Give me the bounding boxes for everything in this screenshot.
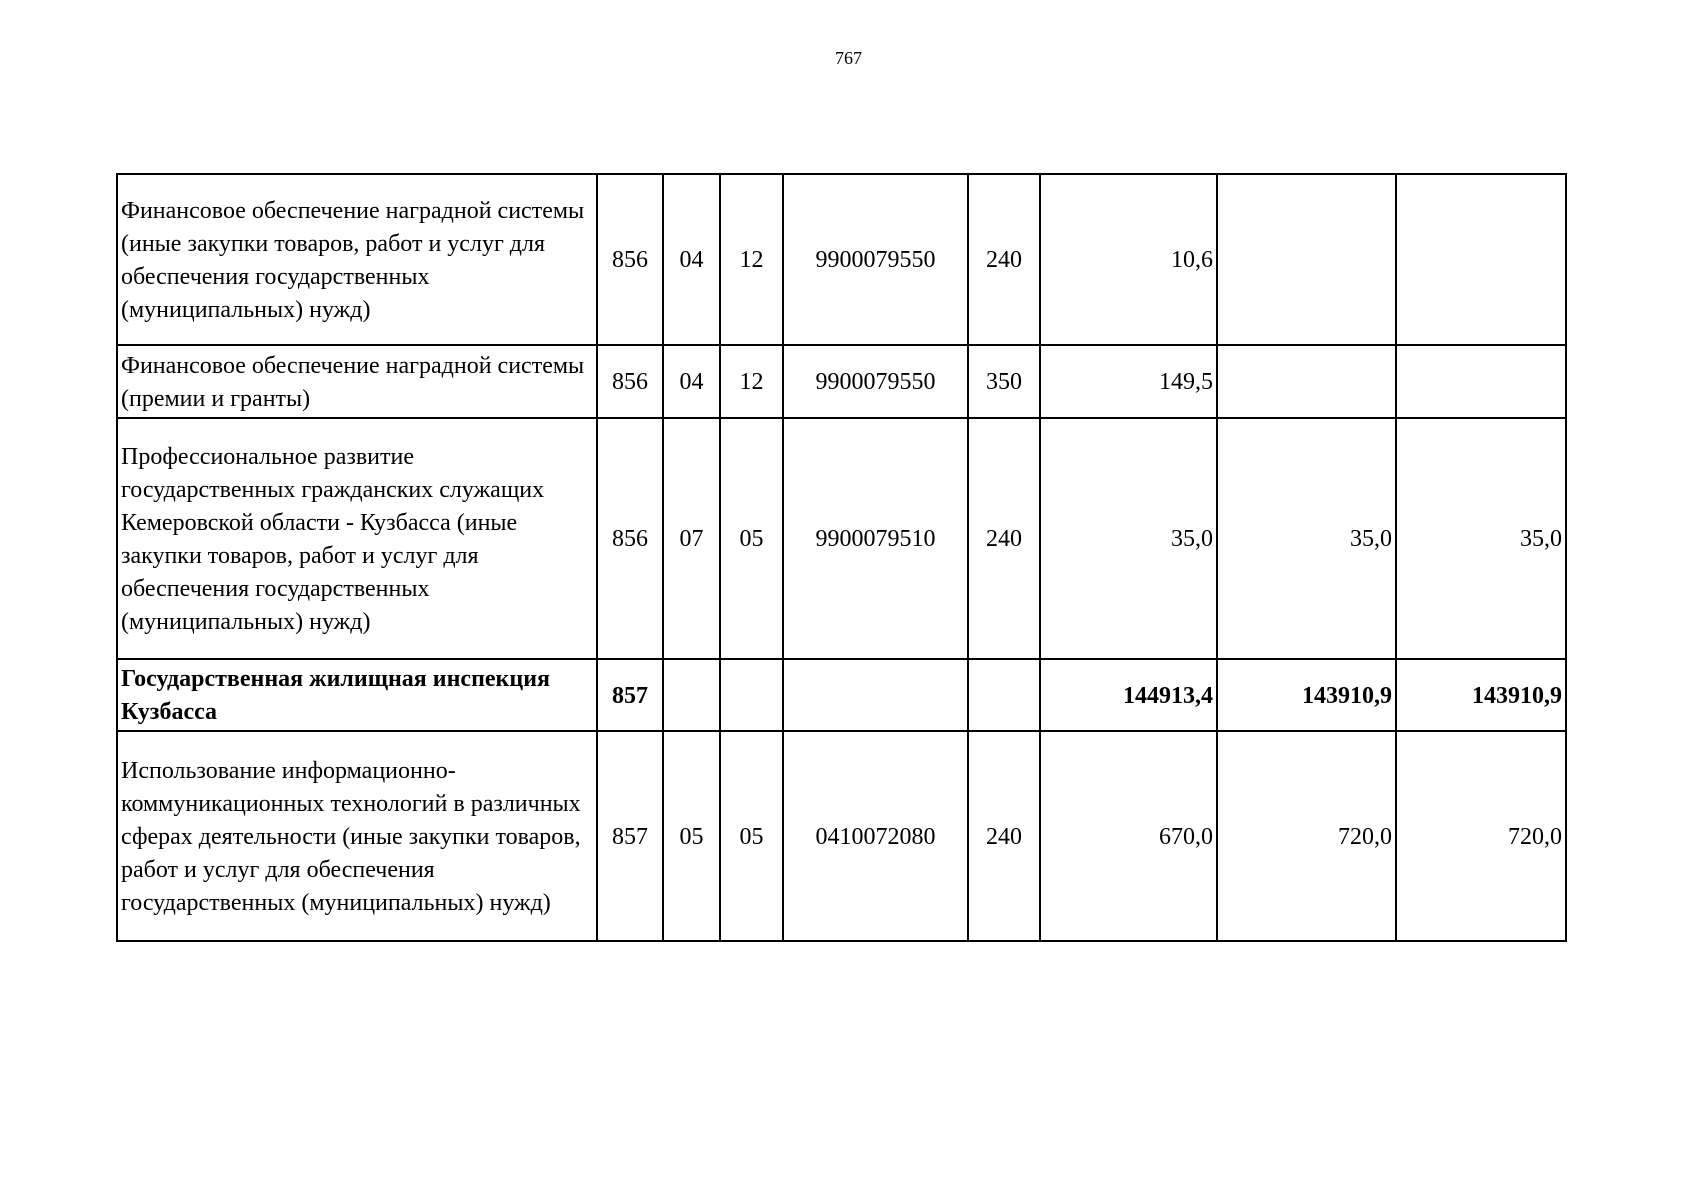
- table-row: [117, 731, 1566, 941]
- budget-table: [116, 173, 1567, 942]
- amount-year-2: [1217, 345, 1396, 418]
- subsection-code: 05: [720, 731, 783, 941]
- target-article-code: [783, 659, 968, 731]
- amount-year-1: 670,0: [1040, 731, 1217, 941]
- amount-year-2: 720,0: [1217, 731, 1396, 941]
- section-code: 05: [663, 731, 720, 941]
- ministry-code: 856: [597, 418, 663, 659]
- section-code: 04: [663, 174, 720, 345]
- expense-type-code: [968, 659, 1040, 731]
- target-article-code: 9900079510: [783, 418, 968, 659]
- section-code: 04: [663, 345, 720, 418]
- table-row: [117, 418, 1566, 659]
- row-description: Государственная жилищная инспекция Кузбасса: [117, 659, 597, 731]
- amount-year-3: [1396, 174, 1566, 345]
- amount-year-2: 35,0: [1217, 418, 1396, 659]
- amount-year-2: 143910,9: [1217, 659, 1396, 731]
- amount-year-1: 149,5: [1040, 345, 1217, 418]
- amount-year-1: 144913,4: [1040, 659, 1217, 731]
- row-description: Финансовое обеспечение наградной системы (премии и гранты): [117, 345, 597, 418]
- subsection-code: 12: [720, 174, 783, 345]
- subsection-code: 05: [720, 418, 783, 659]
- section-code: [663, 659, 720, 731]
- table-row: [117, 345, 1566, 418]
- ministry-code: 856: [597, 174, 663, 345]
- target-article-code: 0410072080: [783, 731, 968, 941]
- target-article-code: 9900079550: [783, 174, 968, 345]
- table-row: [117, 659, 1566, 731]
- amount-year-1: 35,0: [1040, 418, 1217, 659]
- expense-type-code: 240: [968, 174, 1040, 345]
- row-description: Финансовое обеспечение наградной системы (иные закупки товаров, работ и услуг для обеспечения государственных (муниципальных) нужд): [117, 174, 597, 345]
- expense-type-code: 350: [968, 345, 1040, 418]
- ministry-code: 857: [597, 659, 663, 731]
- amount-year-3: 720,0: [1396, 731, 1566, 941]
- page-number: 767: [835, 48, 862, 68]
- table-row: [117, 174, 1566, 345]
- amount-year-3: 35,0: [1396, 418, 1566, 659]
- amount-year-2: [1217, 174, 1396, 345]
- subsection-code: [720, 659, 783, 731]
- expense-type-code: 240: [968, 731, 1040, 941]
- expense-type-code: 240: [968, 418, 1040, 659]
- subsection-code: 12: [720, 345, 783, 418]
- section-code: 07: [663, 418, 720, 659]
- amount-year-1: 10,6: [1040, 174, 1217, 345]
- ministry-code: 857: [597, 731, 663, 941]
- amount-year-3: 143910,9: [1396, 659, 1566, 731]
- row-description: Профессиональное развитие государственных гражданских служащих Кемеровской области - Кузбасса (иные закупки товаров, работ и услуг для обеспечения государственных (муниципальных) нужд): [117, 418, 597, 659]
- ministry-code: 856: [597, 345, 663, 418]
- row-description: Использование информационно-коммуникационных технологий в различных сферах деятельности (иные закупки товаров, работ и услуг для обеспечения государственных (муниципальных) нужд): [117, 731, 597, 941]
- amount-year-3: [1396, 345, 1566, 418]
- target-article-code: 9900079550: [783, 345, 968, 418]
